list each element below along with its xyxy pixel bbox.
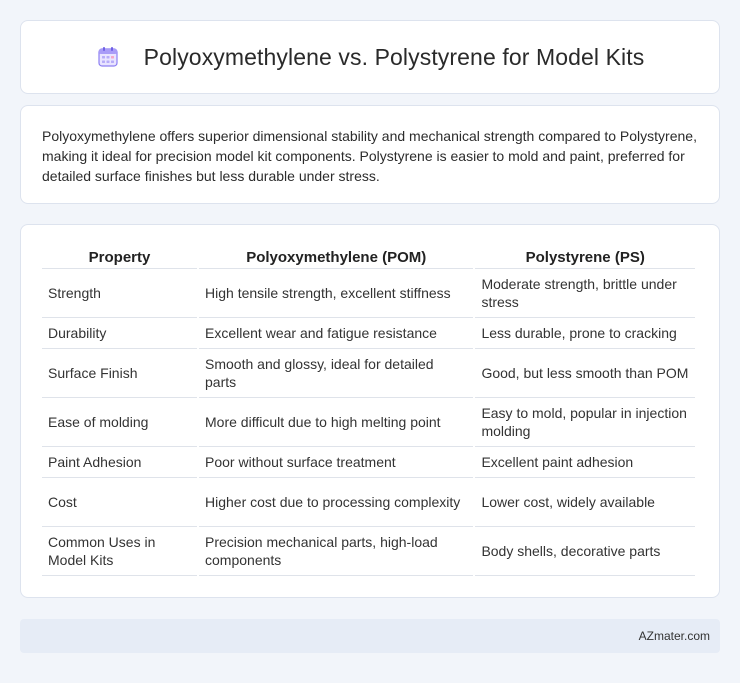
pom-cell: Excellent wear and fatigue resistance — [199, 318, 473, 349]
property-cell: Common Uses in Model Kits — [42, 527, 197, 576]
property-cell: Ease of molding — [42, 398, 197, 447]
page-title: Polyoxymethylene vs. Polystyrene for Model Kits — [143, 43, 645, 70]
table-row — [42, 269, 695, 318]
ps-cell: Lower cost, widely available — [475, 478, 695, 527]
table-header-row — [42, 243, 695, 269]
ps-cell: Good, but less smooth than POM — [475, 349, 695, 398]
ps-cell: Less durable, prone to cracking — [475, 318, 695, 349]
pom-cell: Precision mechanical parts, high-load components — [199, 527, 473, 576]
column-header-property: Property — [42, 243, 197, 269]
calendar-icon — [96, 45, 120, 69]
summary-text: Polyoxymethylene offers superior dimensional stability and mechanical strength compared to Polystyrene, making it ideal for precision model kit components. Polystyrene is easier to mold and paint, preferred for detailed surface finishes but less durable under stress. — [42, 128, 697, 184]
table-row — [42, 527, 695, 576]
table-row — [42, 349, 695, 398]
column-header-ps: Polystyrene (PS) — [475, 243, 695, 269]
ps-cell: Easy to mold, popular in injection molding — [475, 398, 695, 447]
property-cell: Cost — [42, 478, 197, 527]
pom-cell: Poor without surface treatment — [199, 447, 473, 478]
title-card — [20, 20, 720, 94]
property-cell: Paint Adhesion — [42, 447, 197, 478]
pom-cell: More difficult due to high melting point — [199, 398, 473, 447]
footer-brand: AZmater.com — [638, 629, 710, 643]
property-cell: Durability — [42, 318, 197, 349]
footer-bar — [20, 619, 720, 653]
table-row — [42, 398, 695, 447]
property-cell: Strength — [42, 269, 197, 318]
summary-card — [20, 105, 720, 204]
table-row — [42, 318, 695, 349]
pom-cell: Higher cost due to processing complexity — [199, 478, 473, 527]
comparison-card — [20, 224, 720, 598]
ps-cell: Excellent paint adhesion — [475, 447, 695, 478]
column-header-pom: Polyoxymethylene (POM) — [199, 243, 473, 269]
property-cell: Surface Finish — [42, 349, 197, 398]
pom-cell: High tensile strength, excellent stiffness — [199, 269, 473, 318]
pom-cell: Smooth and glossy, ideal for detailed parts — [199, 349, 473, 398]
ps-cell: Moderate strength, brittle under stress — [475, 269, 695, 318]
table-row — [42, 447, 695, 478]
ps-cell: Body shells, decorative parts — [475, 527, 695, 576]
comparison-table — [40, 243, 697, 576]
table-row — [42, 478, 695, 527]
